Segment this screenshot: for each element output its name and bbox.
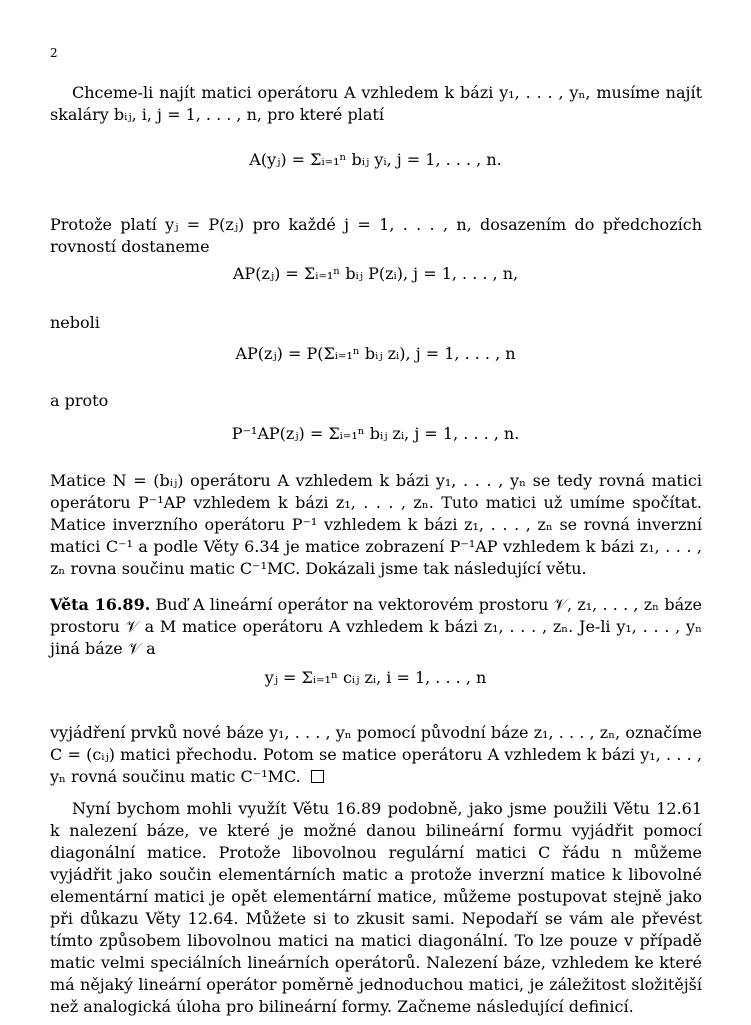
paragraph-a-proto: a proto xyxy=(50,391,109,410)
equation-5: yⱼ = Σᵢ₌₁ⁿ cᵢⱼ zᵢ, i = 1, . . . , n xyxy=(264,668,487,687)
theorem-conclusion-text: vyjádření prvků nové báze y₁, . . . , yₙ pomocí původní báze z₁, . . . , zₙ, označíme C = (cᵢⱼ) matici přechodu. Potom se matice operátoru A vzhledem k bázi y₁, . . . , yₙ rovná součinu matic C⁻¹MC. xyxy=(50,723,702,786)
equation-4: P⁻¹AP(zⱼ) = Σᵢ₌₁ⁿ bᵢⱼ zᵢ, j = 1, . . . , n. xyxy=(231,424,520,443)
paragraph-neboli: neboli xyxy=(50,313,100,332)
paragraph-substitution: Protože platí yⱼ = P(zⱼ) pro každé j = 1, . . . , n, dosazením do předchozích rovností dostaneme xyxy=(50,215,702,256)
equation-1: A(yⱼ) = Σᵢ₌₁ⁿ bᵢⱼ yᵢ, j = 1, . . . , n. xyxy=(249,150,502,169)
paragraph-discussion: Nyní bychom mohli využít Větu 16.89 podobně, jako jsme použili Větu 12.61 k nalezení báze, ve které je možné danou bilineární formu vyjádřit pomocí diagonální matice. Protože libovolnou regulární matici C řádu n můžeme vyjádřit jako součin elementárních matic a protože inverzní matice k libovolné elementární matici je opět elementární matice, můžeme postupovat stejně jako při důkazu Věty 12.64. Můžete si to zkusit sami. Nepodaří se vám ale převést tímto způsobem libovolnou matici na matici diagonální. To lze pouze v případě matic velmi speciálních lineárních operátorů. Nalezení báze, vzhledem ke které má nějaký lineární operátor poměrně jednoduchou matici, je záležitost složitější než analogická úloha pro bilineární formy. Začneme následující definicí. xyxy=(50,799,702,1016)
page-number: 2 xyxy=(50,46,58,60)
paragraph-intro: Chceme-li najít matici operátoru A vzhledem k bázi y₁, . . . , yₙ, musíme najít skaláry bᵢⱼ, i, j = 1, . . . , n, pro které platí xyxy=(50,83,702,124)
equation-2: AP(zⱼ) = Σᵢ₌₁ⁿ bᵢⱼ P(zᵢ), j = 1, . . . , n, xyxy=(232,264,519,283)
theorem-statement xyxy=(50,594,702,660)
qed-square-icon xyxy=(311,770,324,783)
paragraph-matrix-N: Matice N = (bᵢⱼ) operátoru A vzhledem k bázi y₁, . . . , yₙ se tedy rovná matici operátoru P⁻¹AP vzhledem k bázi z₁, . . . , zₙ. Tuto matici už umíme spočítat. Matice inverzního operátoru P⁻¹ vzhledem k bázi z₁, . . . , zₙ se rovná inverzní matici C⁻¹ a podle Věty 6.34 je matice zobrazení P⁻¹AP vzhledem k bázi z₁, . . . , zₙ rovna součinu matic C⁻¹MC. Dokázali jsme tak následující větu. xyxy=(50,471,702,578)
theorem-heading: Věta 16.89. xyxy=(50,595,151,614)
theorem-body: Buď A lineární operátor na vektorovém prostoru 𝒱, z₁, . . . , zₙ báze prostoru 𝒱 a M matice operátoru A vzhledem k bázi z₁, . . . , zₙ. Je-li y₁, . . . , yₙ jiná báze 𝒱 a xyxy=(50,595,703,658)
equation-3: AP(zⱼ) = P(Σᵢ₌₁ⁿ bᵢⱼ zᵢ), j = 1, . . . , n xyxy=(235,344,516,363)
theorem-conclusion xyxy=(50,722,702,788)
